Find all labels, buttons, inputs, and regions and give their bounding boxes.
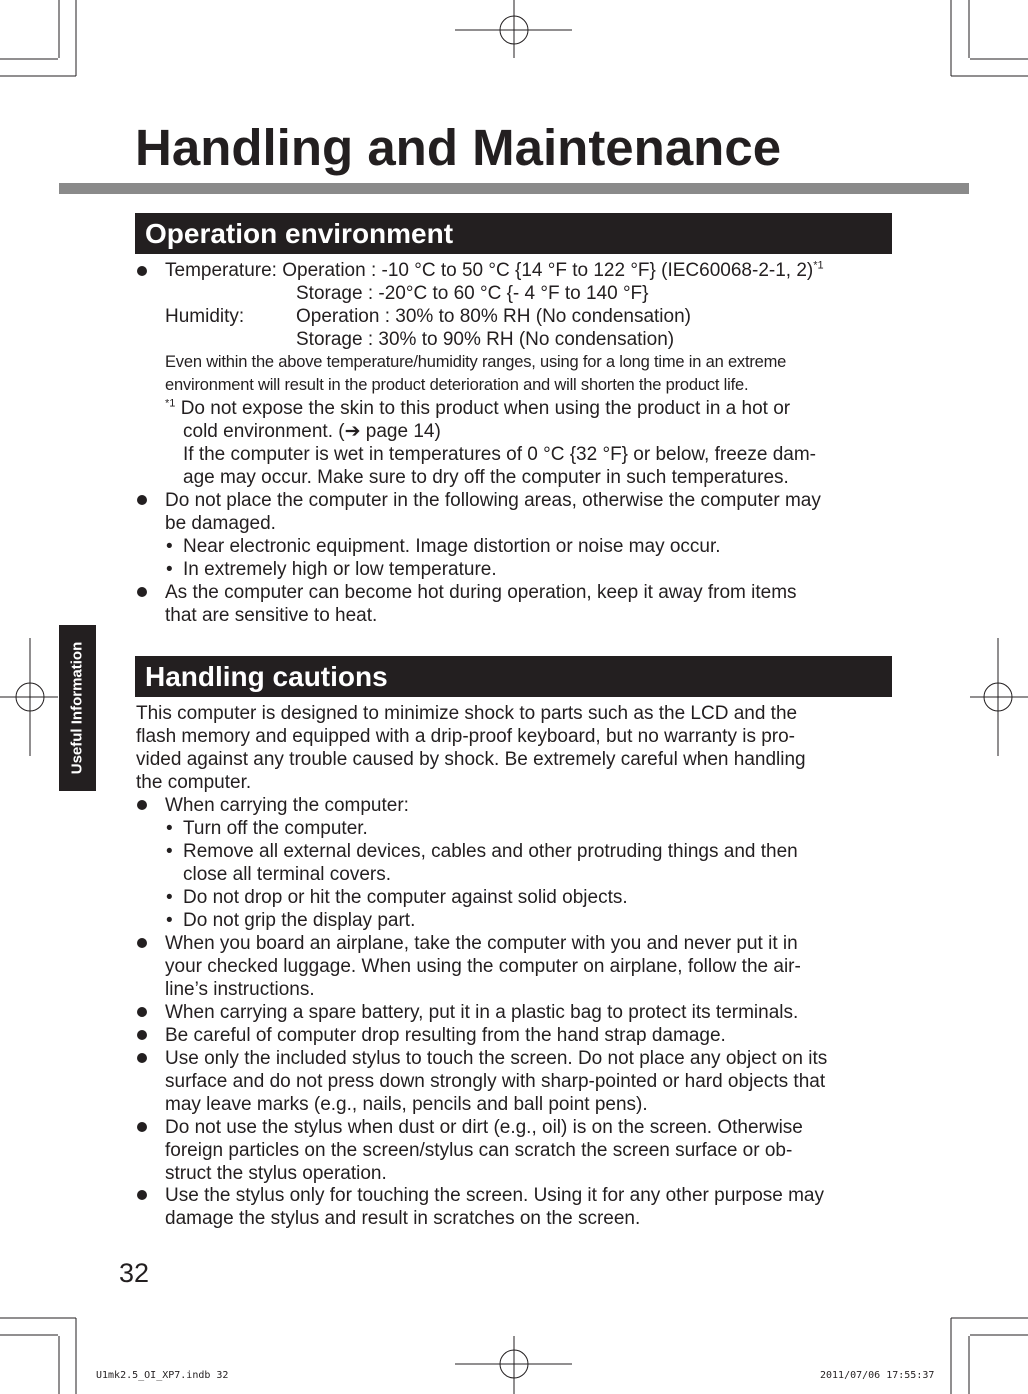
footnote-line: age may occur. Make sure to dry off the computer in such temperatures. xyxy=(183,467,789,488)
sub-bullet-icon: • xyxy=(166,536,173,557)
list-item: that are sensitive to heat. xyxy=(165,605,378,626)
sub-list-item: Do not grip the display part. xyxy=(183,910,416,931)
bullet-icon xyxy=(137,266,147,276)
temperature-operation-value: Operation : -10 °C to 50 °C {14 °F to 122 °F} (IEC60068-2-1, 2) xyxy=(282,260,814,281)
temperature-label: Temperature: xyxy=(165,260,283,281)
sub-bullet-icon: • xyxy=(166,887,173,908)
sub-list-item: Turn off the computer. xyxy=(183,818,368,839)
arrow-right-icon: ➔ xyxy=(344,420,361,442)
footnote-line xyxy=(165,397,790,420)
list-item: Use the stylus only for touching the screen. Using it for any other purpose may xyxy=(165,1185,824,1206)
intro-line: flash memory and equipped with a drip-proof keyboard, but no warranty is pro- xyxy=(136,726,796,747)
bullet-icon xyxy=(137,1030,147,1040)
intro-line: This computer is designed to minimize shock to parts such as the LCD and the xyxy=(136,703,798,724)
footnote-text: cold environment. ( xyxy=(183,421,345,442)
list-item: line’s instructions. xyxy=(165,979,315,1000)
side-tab-label: Useful Information xyxy=(68,641,86,775)
list-item: your checked luggage. When using the computer on airplane, follow the air- xyxy=(165,956,801,977)
footnote-mark: *1 xyxy=(165,397,176,410)
temperature-operation xyxy=(165,259,824,282)
bullet-icon xyxy=(137,587,147,597)
list-item: surface and do not press down strongly with sharp-pointed or hard objects that xyxy=(165,1071,826,1092)
humidity-label: Humidity: xyxy=(165,306,245,327)
page-number: 32 xyxy=(119,1258,150,1288)
list-item: Use only the included stylus to touch the screen. Do not place any object on its xyxy=(165,1048,828,1069)
intro-line: the computer. xyxy=(136,772,252,793)
bullet-icon xyxy=(137,1190,147,1200)
sub-list-item: In extremely high or low temperature. xyxy=(183,559,497,580)
sub-bullet-icon: • xyxy=(166,559,173,580)
sub-bullet-icon: • xyxy=(166,910,173,931)
slug-filename: U1mk2.5_OI_XP7.indb 32 xyxy=(96,1370,229,1381)
list-item: foreign particles on the screen/stylus can scratch the screen surface or ob- xyxy=(165,1140,793,1161)
sub-list-item: Near electronic equipment. Image distortion or noise may occur. xyxy=(183,536,721,557)
list-item: be damaged. xyxy=(165,513,276,534)
section-heading-handling-cautions: Handling cautions xyxy=(135,656,892,697)
footnote-ref: *1 xyxy=(813,259,824,272)
list-item: When carrying the computer: xyxy=(165,795,409,816)
list-item: Do not use the stylus when dust or dirt (e.g., oil) is on the screen. Otherwise xyxy=(165,1117,803,1138)
list-item: When carrying a spare battery, put it in a plastic bag to protect its terminals. xyxy=(165,1002,799,1023)
footnote-line xyxy=(183,420,441,443)
list-item: Be careful of computer drop resulting from the hand strap damage. xyxy=(165,1025,726,1046)
list-item: As the computer can become hot during operation, keep it away from items xyxy=(165,582,797,603)
bullet-icon xyxy=(137,800,147,810)
temperature-storage: Storage : -20°C to 60 °C {- 4 °F to 140 °F} xyxy=(296,283,649,304)
bullet-icon xyxy=(137,495,147,505)
bullet-icon xyxy=(137,1053,147,1063)
bullet-icon xyxy=(137,1122,147,1132)
sub-list-item: Do not drop or hit the computer against solid objects. xyxy=(183,887,628,908)
humidity-operation: Operation : 30% to 80% RH (No condensation) xyxy=(296,306,691,327)
environment-note-line: Even within the above temperature/humidity ranges, using for a long time in an extreme xyxy=(165,353,787,371)
bullet-icon xyxy=(137,938,147,948)
footnote-text: Do not expose the skin to this product when using the product in a hot or xyxy=(180,398,791,419)
side-tab xyxy=(59,625,96,791)
section-heading-operation-environment: Operation environment xyxy=(135,213,892,254)
title-rule xyxy=(59,183,969,194)
footnote-text: page 14) xyxy=(360,421,441,442)
sub-bullet-icon: • xyxy=(166,818,173,839)
page-title: Handling and Maintenance xyxy=(135,119,782,176)
bullet-icon xyxy=(137,1007,147,1017)
list-item: Do not place the computer in the following areas, otherwise the computer may xyxy=(165,490,821,511)
sub-bullet-icon: • xyxy=(166,841,173,862)
list-item: damage the stylus and result in scratches on the screen. xyxy=(165,1208,641,1229)
list-item: struct the stylus operation. xyxy=(165,1163,387,1184)
footnote-line: If the computer is wet in temperatures of 0 °C {32 °F} or below, freeze dam- xyxy=(183,444,816,465)
slug-timestamp: 2011/07/06 17:55:37 xyxy=(820,1370,935,1381)
humidity-storage: Storage : 30% to 90% RH (No condensation) xyxy=(296,329,675,350)
list-item: When you board an airplane, take the computer with you and never put it in xyxy=(165,933,798,954)
sub-list-item: Remove all external devices, cables and other protruding things and then xyxy=(183,841,798,862)
intro-line: vided against any trouble caused by shock. Be extremely careful when handling xyxy=(136,749,806,770)
list-item: may leave marks (e.g., nails, pencils and ball point pens). xyxy=(165,1094,648,1115)
environment-note-line: environment will result in the product deterioration and will shorten the product life. xyxy=(165,376,749,394)
sub-list-item: close all terminal covers. xyxy=(183,864,392,885)
